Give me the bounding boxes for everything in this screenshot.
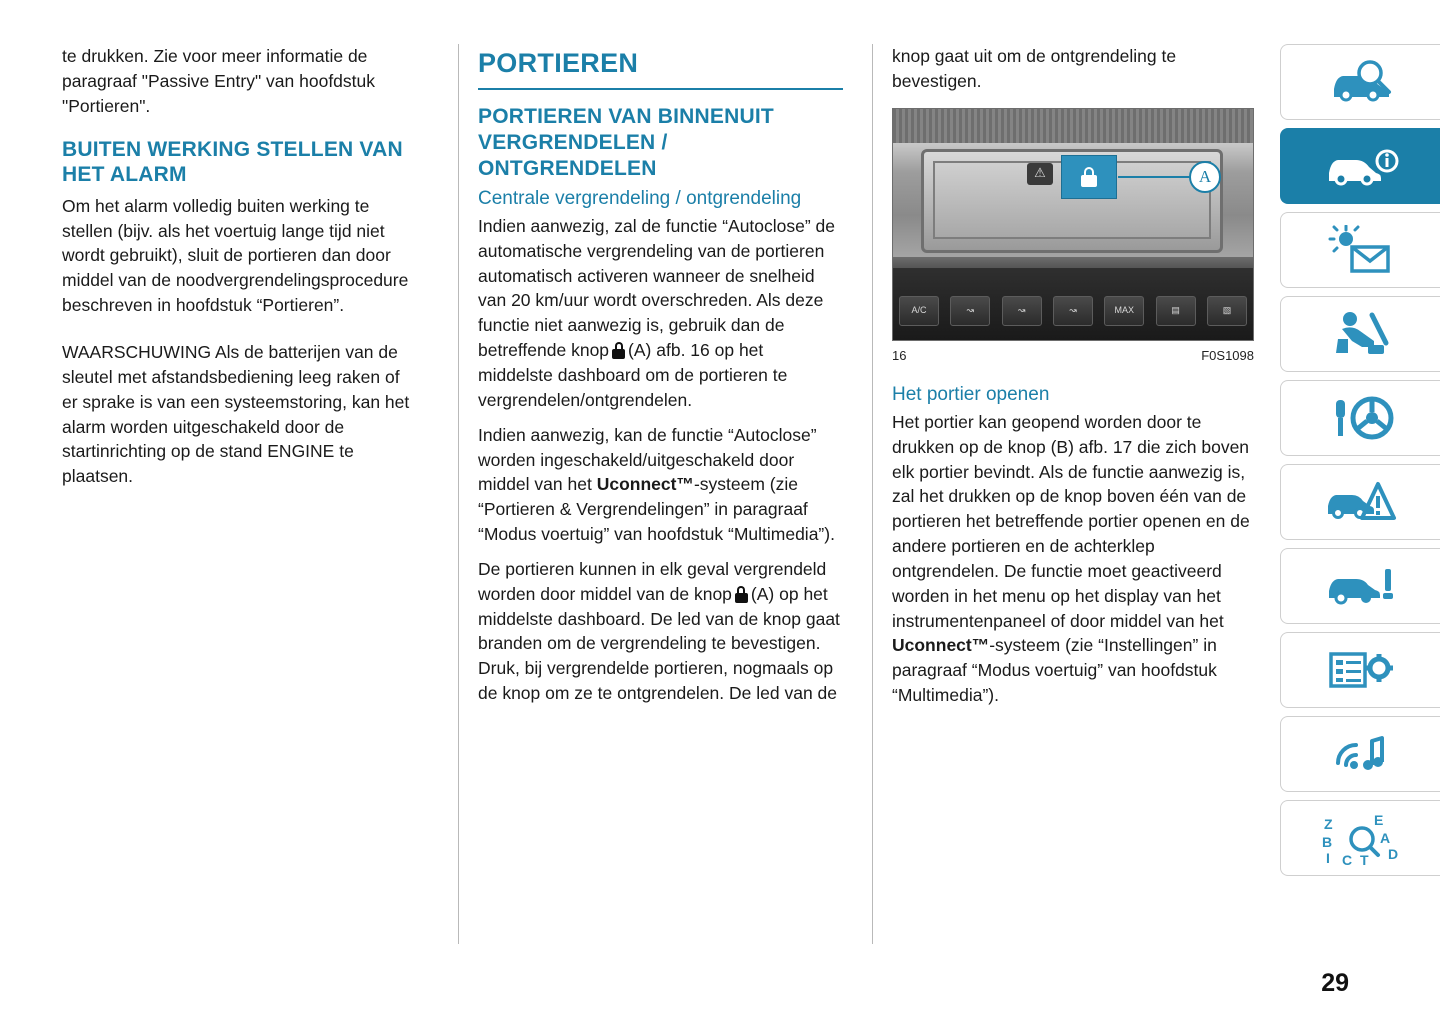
col3-subheading-open-door: Het portier openen [892, 384, 1050, 406]
hvac-key: A/C [899, 296, 939, 326]
col3-paragraph-1 [892, 410, 1254, 708]
tab-seatbelt-safety[interactable] [1280, 296, 1440, 372]
seatbelt-safety-icon [1328, 309, 1394, 359]
svg-text:I: I [1325, 850, 1330, 866]
tab-technical-data[interactable] [1280, 632, 1440, 708]
col1-paragraph-2: WAARSCHUWING Als de batterijen van de sleutel met afstandsbediening leeg raken of er sprake is van een systeemstoring, kan het alarm worden uitgeschakeld door de startinrichting op de stand ENGINE te plaatsen. [62, 341, 410, 487]
column-divider-1 [458, 44, 459, 944]
section-title-rule [478, 88, 843, 90]
tab-dashboard-warning[interactable] [1280, 212, 1440, 288]
col2-paragraph-3-part-a: De portieren kunnen in elk geval vergrendeld worden door middel van de knop [478, 558, 827, 604]
col1-paragraph-1: Om het alarm volledig buiten werking te stellen (bijv. als het voertuig lange tijd niet wordt gebruikt), sluit de portieren dan door middel van de noodvergrendelingsprocedure beschreven in hoofdstuk “Portieren”. [62, 195, 409, 316]
dashboard-warning-icon [1326, 225, 1396, 275]
svg-text:T: T [1359, 852, 1369, 867]
hvac-key: ↝ [1002, 296, 1042, 326]
door-lock-button-highlight [1061, 155, 1117, 199]
col1-heading-alarm: BUITEN WERKING STELLEN VAN HET ALARM [62, 137, 403, 187]
col2-paragraph-2-part-b: -systeem (zie “Portieren & Vergrendelingen” in paragraaf “Modus voertuig” van hoofdstuk “Multimedia”). [478, 474, 835, 545]
technical-data-icon [1325, 646, 1397, 694]
lock-icon [735, 586, 748, 603]
steering-controls-icon [1326, 394, 1396, 442]
col2-paragraph-1-part-a: Indien aanwezig, zal de functie “Autoclose” de automatische vergrendeling van de portieren automatisch activeren wanneer de snelheid van 20 km/uur wordt overschreden. Als deze functie niet aanwezig is, gebruik dan de betreffende knop [478, 215, 836, 361]
hazard-warning-button: ⚠ [1027, 163, 1053, 185]
figure-number: 16 [892, 347, 907, 363]
figure-16 [892, 108, 1254, 365]
tab-alphabetical-index[interactable] [1280, 800, 1440, 876]
car-inspection-icon [1326, 59, 1396, 105]
hvac-key: ↝ [950, 296, 990, 326]
hvac-key: MAX [1104, 296, 1144, 326]
column-three [892, 44, 1254, 708]
col3-top-paragraph: knop gaat uit om de ontgrendeling te bevestigen. [892, 46, 1177, 91]
tab-car-inspection[interactable] [1280, 44, 1440, 120]
col3-paragraph-1-part-b: -systeem (zie “Instellingen” in paragraaf “Modus voertuig” van hoofdstuk “Multimedia”). [892, 635, 1217, 706]
col2-paragraph-3 [478, 557, 843, 706]
col2-subheading-central-locking: Centrale vergrendeling / ontgrendeling [478, 188, 802, 210]
svg-text:Z: Z [1323, 816, 1333, 832]
hvac-key: ▧ [1207, 296, 1247, 326]
tab-car-maintenance[interactable] [1280, 548, 1440, 624]
alphabetical-index-icon [1318, 809, 1404, 867]
tab-emergency-breakdown[interactable] [1280, 464, 1440, 540]
uconnect-brand-2: Uconnect™ [892, 635, 990, 656]
figure-code: F0S1098 [1201, 347, 1254, 363]
hvac-key: ▤ [1156, 296, 1196, 326]
car-maintenance-icon [1325, 563, 1397, 609]
figure-16-image [892, 108, 1254, 341]
section-title-portieren: PORTIEREN [478, 48, 639, 78]
svg-text:C: C [1341, 852, 1352, 867]
page-number: 29 [1321, 969, 1349, 997]
figure-16-caption [892, 347, 1254, 365]
figure-background-top [893, 109, 1253, 143]
hvac-control-row [899, 296, 1247, 326]
callout-label-a: A [1189, 161, 1221, 193]
lock-icon [612, 342, 625, 359]
col2-paragraph-3-part-b: (A) op het middelste dashboard. De led van de knop gaat branden om de vergrendeling te bevestigen. Druk, bij vergrendelde portieren, nogmaals op de knop om ze te ontgrendelen. De led van de [478, 583, 840, 704]
tab-car-info[interactable] [1280, 128, 1440, 204]
svg-text:E: E [1373, 812, 1383, 828]
emergency-breakdown-icon [1324, 478, 1398, 526]
chapter-tab-rail [1280, 44, 1445, 884]
col1-intro-paragraph: te drukken. Zie voor meer informatie de paragraaf "Passive Entry" van hoofdstuk "Portieren". [62, 46, 376, 116]
col2-paragraph-1 [478, 214, 843, 413]
svg-text:D: D [1387, 846, 1398, 862]
svg-text:A: A [1379, 830, 1390, 846]
uconnect-brand-1: Uconnect™ [596, 474, 694, 495]
lock-icon [1081, 167, 1097, 187]
callout-leader-line [1118, 176, 1194, 178]
multimedia-icon [1328, 731, 1394, 777]
col2-paragraph-2-part-a: Indien aanwezig, kan de functie “Autoclose” worden ingeschakeld/uitgeschakeld door middel van het [478, 424, 817, 495]
col3-paragraph-1-part-a: Het portier kan geopend worden door te drukken op de knop (B) afb. 17 die zich boven elk portier bevindt. Als de functie aanwezig is, zal het drukken op de knop boven één van de portieren het betreffende portier openen en de andere portieren en de achterklep ontgrendelen. De functie moet geactiveerd worden in het menu op het display van het instrumentenpaneel of door middel van het [892, 411, 1250, 631]
tab-steering-controls[interactable] [1280, 380, 1440, 456]
tab-multimedia[interactable] [1280, 716, 1440, 792]
svg-text:B: B [1321, 834, 1332, 850]
col2-paragraph-1-part-b: (A) afb. 16 op het middelste dashboard om de portieren te vergrendelen/ontgrendelen. [478, 340, 788, 410]
car-info-icon [1323, 143, 1399, 189]
col2-paragraph-2 [478, 423, 843, 547]
column-one [62, 44, 412, 489]
col2-heading-lock-unlock: PORTIEREN VAN BINNENUIT VERGRENDELEN / ONTGRENDELEN [478, 105, 774, 180]
spacer [62, 318, 412, 340]
column-divider-2 [872, 44, 873, 944]
column-two [478, 44, 843, 706]
hvac-key: ↝ [1053, 296, 1093, 326]
